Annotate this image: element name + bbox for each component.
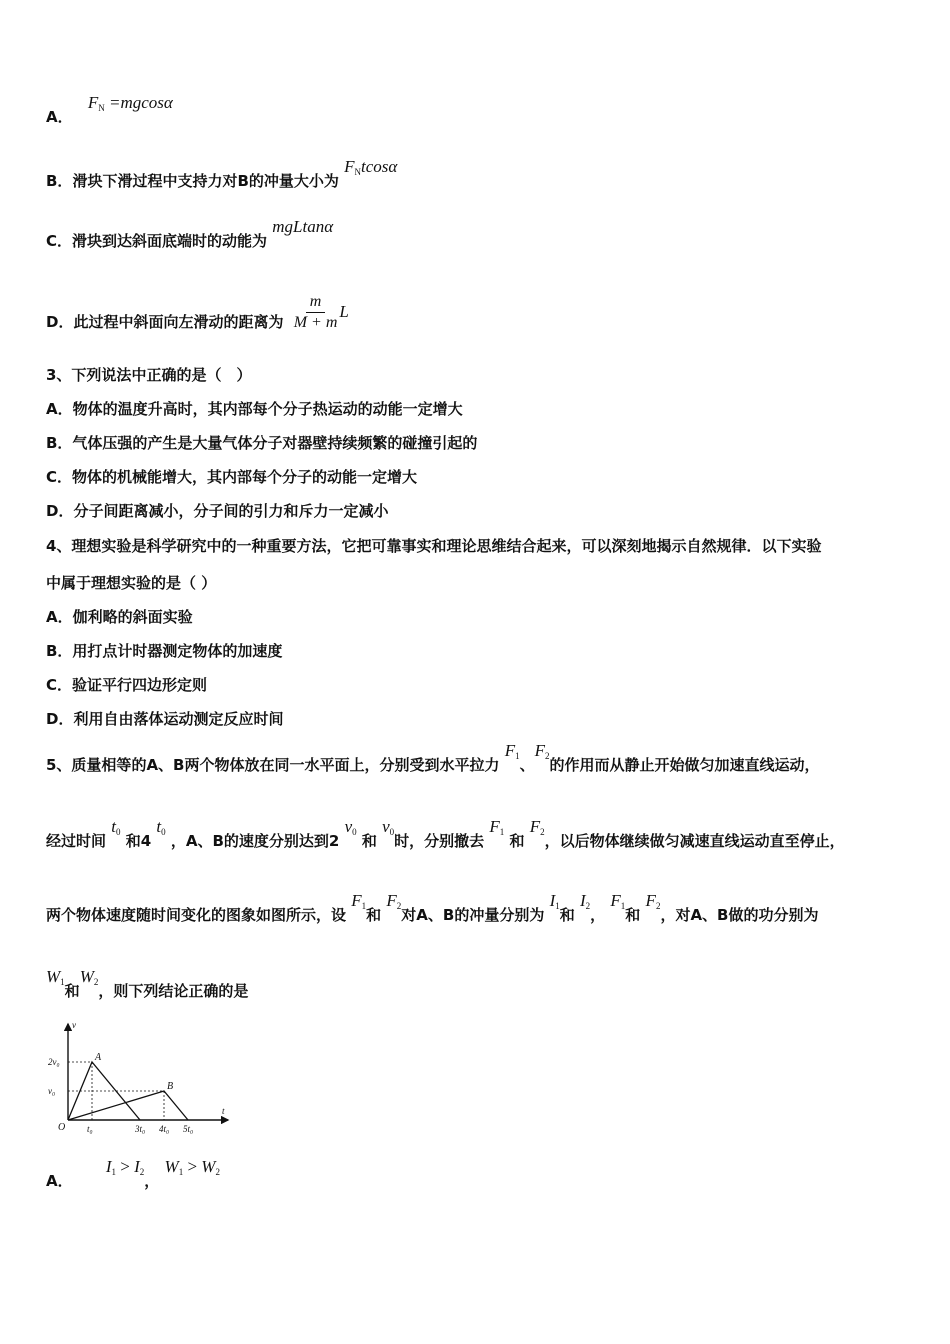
point-label-B: B [167, 1081, 174, 1092]
formula-I-compare: $I_1 > I_2$ [105, 1157, 145, 1177]
text: 、 [519, 756, 535, 774]
q5-option-a [46, 1157, 220, 1191]
formula-v0: $v_0$ [382, 817, 395, 837]
text: ， [590, 906, 606, 924]
q4-stem-line1: 4、理想实验是科学研究中的一种重要方法，它把可靠事实和理论思维结合起来，可以深刻地揭示自然规律．以下实验 [46, 537, 822, 555]
q4-option-b: B．用打点计时器测定物体的加速度 [46, 642, 283, 660]
text: 对A、B的冲量分别为 [401, 906, 545, 924]
point-label-A: A [95, 1052, 102, 1063]
q5-stem-line3 [46, 891, 819, 925]
text: 和 [361, 832, 377, 850]
numerator: m [306, 292, 326, 313]
text: 和 [366, 906, 382, 924]
text: 的作用而从静止开始做匀加速直线运动， [549, 756, 820, 774]
formula-W1: $W_1$ [46, 967, 65, 987]
q5-stem-line2 [46, 817, 845, 851]
formula-v0: $v_0$ [344, 817, 357, 837]
text: 经过时间 [46, 832, 107, 850]
text: ，以后物体继续做匀减速直线运动直至停止， [544, 832, 845, 850]
option-label: B． [46, 172, 73, 190]
formula-suffix: L [339, 302, 349, 321]
y-tick-label: v₀ [48, 1086, 56, 1096]
option-label: A． [46, 1172, 73, 1190]
text: 和 [559, 906, 575, 924]
x-tick-label: 3t₀ [135, 1124, 146, 1134]
q3-option-b: B．气体压强的产生是大量气体分子对器壁持续频繁的碰撞引起的 [46, 434, 478, 452]
origin-label: O [58, 1122, 66, 1133]
q3-option-d: D．分子间距离减小，分子间的引力和斥力一定减小 [46, 502, 389, 520]
option-label: C． [46, 232, 73, 250]
y-axis-label: v [72, 1020, 76, 1030]
option-text: 滑块到达斜面底端时的动能为 [72, 232, 268, 250]
option-label: A． [46, 108, 73, 126]
formula-F1: $F_1$ [351, 891, 367, 911]
text: 和 [509, 832, 525, 850]
q3-stem: 3、下列说法中正确的是（ ） [46, 366, 252, 384]
q2-option-c [46, 217, 334, 251]
velocity-time-graph [46, 1018, 236, 1140]
formula-t0: $t_0$ [156, 817, 166, 837]
q5-stem-line1 [46, 741, 820, 775]
q4-option-c: C．验证平行四边形定则 [46, 676, 208, 694]
text: 和 [64, 982, 80, 1000]
q5-stem-line4 [46, 967, 249, 1001]
formula-W2: $W_2$ [79, 967, 99, 987]
formula: $F_N =mgcos\alpha$ [87, 93, 173, 113]
formula-F2: $F_2$ [386, 891, 402, 911]
formula-F1: $F_1$ [504, 741, 520, 761]
formula: mgLtanα [272, 217, 334, 236]
x-tick-label: t₀ [87, 1124, 93, 1134]
text: ，A、B的速度分别达到2 [170, 832, 340, 850]
fraction [292, 292, 340, 333]
formula-I1: $I_1$ [549, 891, 560, 911]
x-tick-label: 4t₀ [159, 1124, 170, 1134]
text: 5、质量相等的A、B两个物体放在同一水平面上，分别受到水平拉力 [46, 756, 500, 774]
graph-labels [48, 1020, 225, 1134]
text: ，则下列结论正确的是 [98, 982, 249, 1000]
option-text: 滑块下滑过程中支持力对B的冲量大小为 [72, 172, 339, 190]
y-tick-label: 2v₀ [48, 1057, 60, 1067]
formula: $F_Ntcos\alpha$ [344, 157, 398, 177]
text: 时，分别撤去 [394, 832, 485, 850]
x-axis-label: t [222, 1106, 225, 1116]
option-label: D． [46, 313, 74, 331]
formula-F2: $F_2$ [534, 741, 550, 761]
q3-option-a: A．物体的温度升高时，其内部每个分子热运动的动能一定增大 [46, 400, 463, 418]
formula-F2: $F_2$ [529, 817, 545, 837]
q4-option-a: A．伽利略的斜面实验 [46, 608, 193, 626]
q4-stem-line2: 中属于理想实验的是（ ） [46, 574, 217, 592]
formula-F1: $F_1$ [610, 891, 626, 911]
formula-t0: $t_0$ [111, 817, 121, 837]
x-tick-label: 5t₀ [183, 1124, 194, 1134]
q2-option-a [46, 93, 173, 127]
text: ，对A、B做的功分别为 [660, 906, 819, 924]
option-text: 此过程中斜面向左滑动的距离为 [73, 313, 284, 331]
q2-option-d [46, 293, 349, 343]
denominator: M + m [293, 314, 338, 331]
q4-option-d: D．利用自由落体运动测定反应时间 [46, 710, 284, 728]
q2-option-b [46, 157, 398, 191]
formula-W-compare: $W_1 > W_2$ [164, 1157, 220, 1177]
text: 和4 [125, 832, 152, 850]
text: 和 [625, 906, 641, 924]
formula-I2: $I_2$ [579, 891, 591, 911]
formula-F2: $F_2$ [645, 891, 661, 911]
formula-F1: $F_1$ [489, 817, 505, 837]
q3-option-c: C．物体的机械能增大，其内部每个分子的动能一定增大 [46, 468, 418, 486]
text: ， [144, 1172, 160, 1190]
text: 两个物体速度随时间变化的图象如图所示，设 [46, 906, 347, 924]
